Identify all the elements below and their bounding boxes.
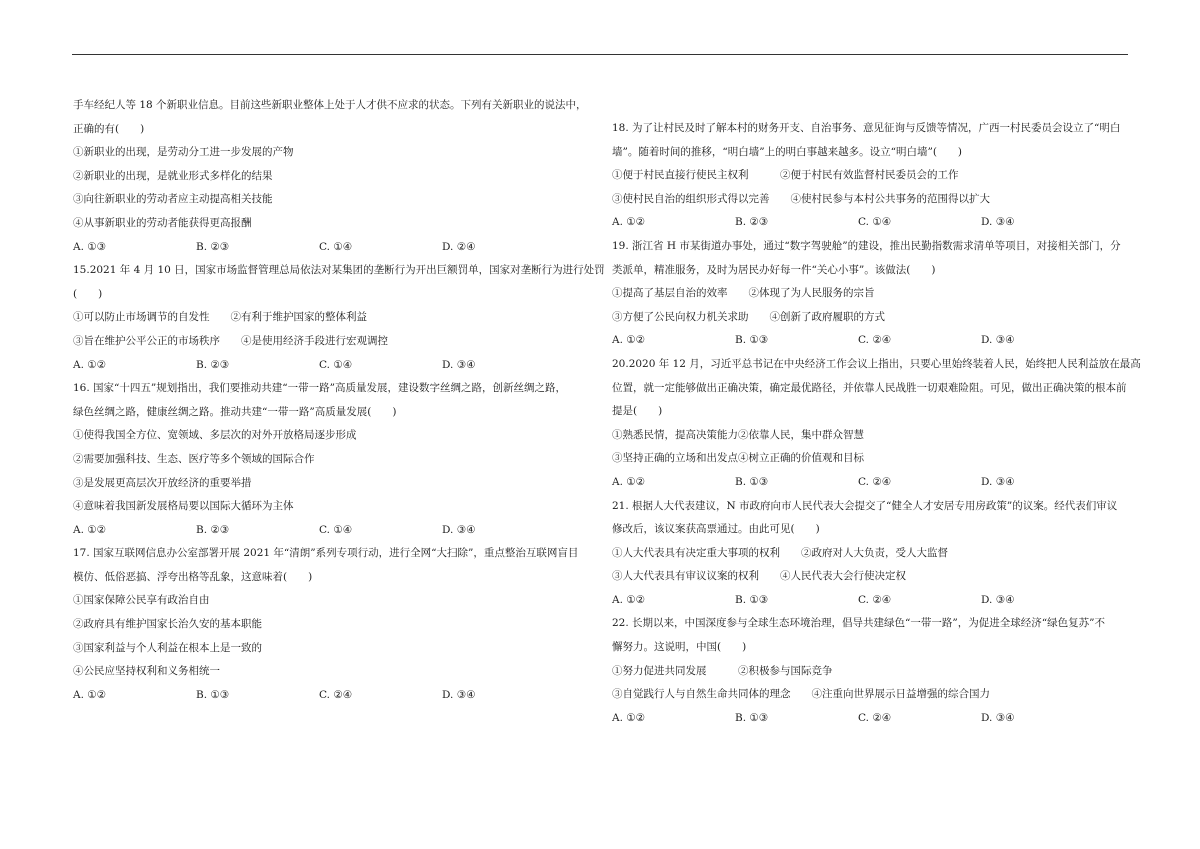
option-b[interactable]: B. ①③ [735, 334, 769, 347]
q18-stem-line: 18. 为了让村民及时了解本村的财务开支、自治事务、意见征询与反馈等情况，广西一村民委员会设立了“明白 [612, 122, 1121, 134]
q19-stem-line: 类派单，精准服务，及时为居民办好每一件“关心小事”。该做法( ) [612, 263, 936, 276]
q14-item: ①新职业的出现，是劳动分工进一步发展的产物 [73, 146, 294, 159]
q15-item: ①可以防止市场调节的自发性 ②有利于维护国家的整体利益 [73, 311, 367, 324]
option-c[interactable]: C. ②④ [858, 711, 892, 724]
q22-stem-line: 懈努力。这说明，中国( ) [612, 641, 747, 654]
option-d[interactable]: D. ③④ [981, 711, 1015, 724]
q18-item: ③使村民自治的组织形式得以完善 ④使村民参与本村公共事务的范围得以扩大 [612, 192, 990, 205]
q18-options [612, 211, 1132, 235]
q16-item: ④意味着我国新发展格局要以国际大循环为主体 [73, 500, 294, 513]
option-d[interactable]: D. ③④ [442, 688, 476, 701]
q20-item: ①熟悉民情，提高决策能力②依靠人民，集中群众智慧 [612, 428, 864, 441]
option-d[interactable]: D. ③④ [981, 593, 1015, 606]
q22-options [612, 707, 1132, 731]
q14-item: ②新职业的出现，是就业形式多样化的结果 [73, 169, 273, 182]
q14-item: ④从事新职业的劳动者能获得更高报酬 [73, 216, 252, 229]
q17-options [73, 684, 593, 708]
option-a[interactable]: A. ①② [73, 358, 107, 371]
header-rule [72, 54, 1128, 55]
option-c[interactable]: C. ①④ [319, 240, 353, 253]
option-c[interactable]: C. ②④ [858, 475, 892, 488]
option-b[interactable]: B. ①③ [735, 475, 769, 488]
q21-item: ③人大代表具有审议议案的权利 ④人民代表大会行使决定权 [612, 570, 906, 583]
q20-options [612, 471, 1132, 495]
q19-item: ①提高了基层自治的效率 ②体现了为人民服务的宗旨 [612, 287, 875, 300]
q17-item: ③国家利益与个人利益在根本上是一致的 [73, 641, 262, 654]
q14-item: ③向往新职业的劳动者应主动提高相关技能 [73, 193, 273, 206]
option-d[interactable]: D. ③④ [442, 358, 476, 371]
q19-item: ③方便了公民向权力机关求助 ④创新了政府履职的方式 [612, 310, 885, 323]
q15-stem-line: 15.2021 年 4 月 10 日，国家市场监督管理总局依法对某集团的垄断行为开出巨额罚单，国家对垄断行为进行处罚 [73, 264, 605, 277]
q17-item: ①国家保障公民享有政治自由 [73, 594, 210, 607]
option-b[interactable]: B. ①③ [735, 711, 769, 724]
option-c[interactable]: C. ②④ [858, 593, 892, 606]
q22-item: ①努力促进共同发展 ②积极参与国际竞争 [612, 664, 833, 677]
option-b[interactable]: B. ②③ [196, 523, 230, 536]
option-c[interactable]: C. ①④ [858, 216, 892, 229]
q20-stem-line: 提是( ) [612, 405, 663, 418]
option-a[interactable]: A. ①② [612, 593, 646, 606]
q22-item: ③自觉践行人与自然生命共同体的理念 ④注重向世界展示日益增强的综合国力 [612, 688, 990, 701]
option-d[interactable]: D. ③④ [981, 334, 1015, 347]
left-column [73, 94, 605, 707]
option-b[interactable]: B. ①③ [735, 593, 769, 606]
q16-options [73, 519, 593, 543]
option-c[interactable]: C. ②④ [858, 334, 892, 347]
q21-stem-line: 21. 根据人大代表建议，N 市政府向市人民代表大会提交了“健全人才安居专用房政策”的议案。经代表们审议 [612, 499, 1118, 512]
q14-stem-line: 正确的有( ) [73, 122, 145, 135]
q22-stem-line: 22. 长期以来，中国深度参与全球生态环境治理，倡导共建绿色“一带一路”，为促进全球经济“绿色复苏”不 [612, 617, 1106, 630]
q18-item: ①便于村民直接行使民主权利 ②便于村民有效监督村民委员会的工作 [612, 169, 959, 182]
option-a[interactable]: A. ①② [612, 475, 646, 488]
q16-item: ①使得我国全方位、宽领域、多层次的对外开放格局逐步形成 [73, 429, 357, 442]
option-c[interactable]: C. ①④ [319, 523, 353, 536]
q19-options [612, 329, 1132, 353]
option-d[interactable]: D. ③④ [981, 216, 1015, 229]
q15-options [73, 354, 593, 378]
q17-stem-line: 17. 国家互联网信息办公室部署开展 2021 年“清朗”系列专项行动，进行全网“大扫除”，重点整治互联网盲目 [73, 547, 579, 560]
q18-stem-line: 墙”。随着时间的推移，“明白墙”上的明白事越来越多。设立“明白墙”( ) [612, 145, 963, 158]
q20-item: ③坚持正确的立场和出发点④树立正确的价值观和目标 [612, 452, 864, 465]
q17-item: ②政府具有维护国家长治久安的基本职能 [73, 618, 262, 631]
q20-stem-line: 位置，就一定能够做出正确决策，确定最优路径，并依靠人民战胜一切艰难险阻。可见，做出正确决策的根本前 [612, 381, 1127, 394]
q14-options [73, 236, 593, 260]
q16-item: ③是发展更高层次开放经济的重要举措 [73, 476, 252, 489]
q16-stem-line: 绿色丝绸之路，健康丝绸之路。推动共建“一带一路”高质量发展( ) [73, 405, 397, 418]
option-c[interactable]: C. ①④ [319, 358, 353, 371]
right-column [612, 117, 1141, 730]
option-d[interactable]: D. ②④ [442, 240, 476, 253]
q21-options [612, 589, 1132, 613]
q15-item: ③旨在维护公平公正的市场秩序 ④是使用经济手段进行宏观调控 [73, 334, 388, 347]
option-a[interactable]: A. ①② [73, 688, 107, 701]
option-b[interactable]: B. ①③ [196, 688, 230, 701]
q15-stem-line: ( ) [73, 287, 103, 300]
q21-stem-line: 修改后，该议案获高票通过。由此可见( ) [612, 523, 820, 536]
option-b[interactable]: B. ②③ [196, 240, 230, 253]
option-a[interactable]: A. ①② [612, 216, 646, 229]
q14-stem-line: 手车经纪人等 18 个新职业信息。目前这些新职业整体上处于人才供不应求的状态。下列有关新职业的说法中， [73, 99, 587, 111]
option-b[interactable]: B. ②③ [735, 216, 769, 229]
option-a[interactable]: A. ①② [612, 334, 646, 347]
q19-stem-line: 19. 浙江省 H 市某街道办事处，通过“数字驾驶舱”的建设，推出民勤指数需求清单等项目，对接相关部门，分 [612, 239, 1121, 252]
option-a[interactable]: A. ①② [612, 711, 646, 724]
q21-item: ①人大代表具有决定重大事项的权利 ②政府对人大负责，受人大监督 [612, 546, 948, 559]
q17-item: ④公民应坚持权利和义务相统一 [73, 665, 220, 678]
option-c[interactable]: C. ②④ [319, 688, 353, 701]
option-d[interactable]: D. ③④ [442, 523, 476, 536]
option-d[interactable]: D. ③④ [981, 475, 1015, 488]
q20-stem-line: 20.2020 年 12 月，习近平总书记在中央经济工作会议上指出，只要心里始终装着人民，始终把人民利益放在最高 [612, 357, 1141, 370]
q17-stem-line: 模仿、低俗恶搞、浮夸出格等乱象，这意味着( ) [73, 570, 313, 583]
q16-item: ②需要加强科技、生态、医疗等多个领域的国际合作 [73, 452, 315, 465]
option-a[interactable]: A. ①③ [73, 240, 107, 253]
q16-stem-line: 16. 国家“十四五”规划指出，我们要推动共建“一带一路”高质量发展，建设数字丝绸之路，创新丝绸之路， [73, 382, 567, 395]
option-b[interactable]: B. ②③ [196, 358, 230, 371]
option-a[interactable]: A. ①② [73, 523, 107, 536]
